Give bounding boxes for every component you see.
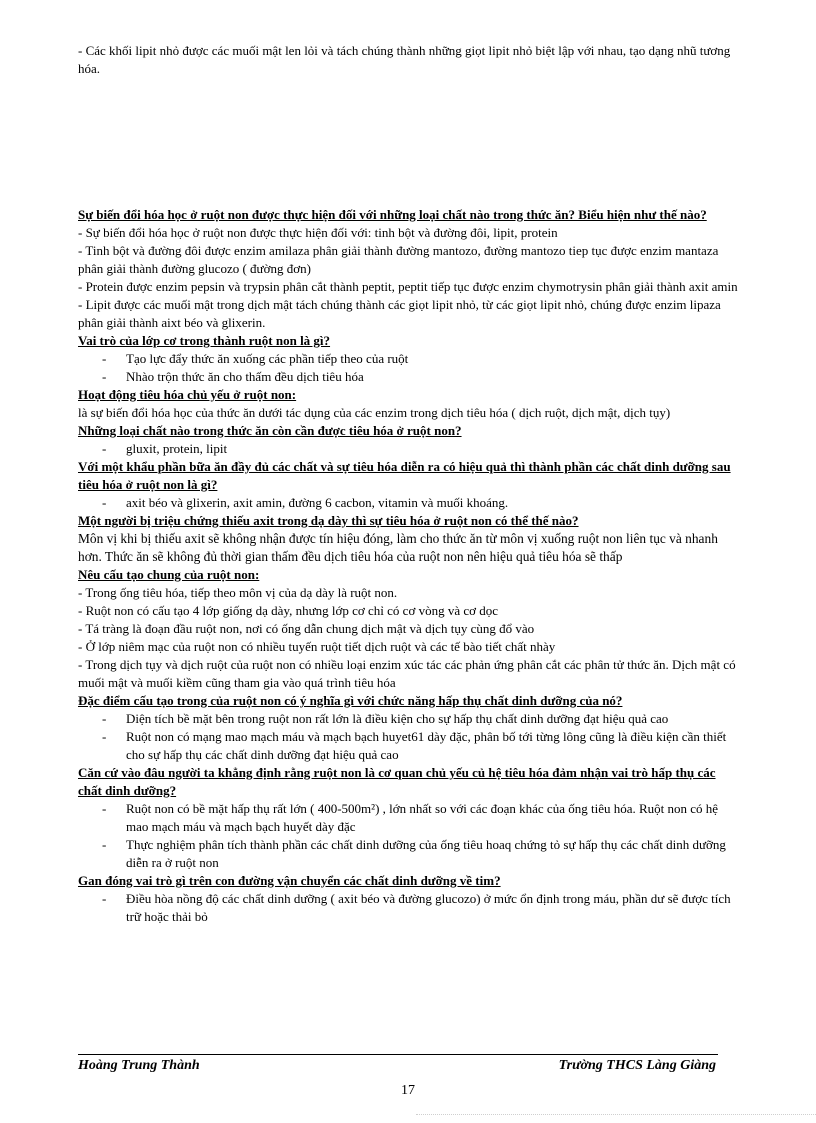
- list-item: - Thực nghiệm phân tích thành phần các chất dinh dưỡng của ống tiêu hoaq chứng tỏ sự hấp thụ các chất dinh dưỡng diễn ra ở ruột non: [78, 836, 738, 872]
- main-content: [78, 206, 738, 926]
- section-absorption-evidence: [78, 764, 738, 872]
- section-substances-to-digest: [78, 422, 738, 458]
- list-item: - Diện tích bề mặt bên trong ruột non rất lớn là điều kiện cho sự hấp thụ chất dinh dưỡng đạt hiệu quả cao: [78, 710, 738, 728]
- page-edge-decoration: [416, 1114, 816, 1123]
- footer-school: Trường THCS Làng Giàng: [558, 1058, 716, 1073]
- list-item: - Tạo lực đẩy thức ăn xuống các phần tiếp theo của ruột: [78, 350, 738, 368]
- list-item: - Ruột non có bề mặt hấp thụ rất lớn ( 400-500m²) , lớn nhất so với các đoạn khác của ống tiêu hóa. Ruột non có hệ mao mạch máu và mạch bạch huyết dày đặc: [78, 800, 738, 836]
- list-item: - Ruột non có mạng mao mạch máu và mạch bạch huyet61 dày đặc, phân bố tới từng lông cũng là điều kiện cần thiết cho sự hấp thụ các chất dinh dưỡng đạt hiệu quả cao: [78, 728, 738, 764]
- body-line: - Trong dịch tụy và dịch ruột của ruột non có nhiều loại enzim xúc tác các phản ứng phân cắt các phân tử thức ăn. Dịch mật có muối mật và muối kiềm cũng tham gia vào quá trình tiêu hóa: [78, 657, 736, 690]
- section-heading: Căn cứ vào đâu người ta khẳng định rằng ruột non là cơ quan chủ yếu củ hệ tiêu hóa đảm nhận vai trò hấp thụ các chất dinh dưỡng?: [78, 765, 716, 798]
- body-line: - Ở lớp niêm mạc của ruột non có nhiều tuyến ruột tiết dịch ruột và các tế bào tiết chất nhày: [78, 639, 556, 654]
- section-heading: Vai trò của lớp cơ trong thành ruột non là gì?: [78, 333, 331, 348]
- list-item: - gluxit, protein, lipit: [78, 440, 738, 458]
- body-line: - Tinh bột và đường đôi được enzim amilaza phân giải thành đường mantozo, đường mantozo tiep tục được enzim mantaza phân giải thành đường glucozo ( đường đơn): [78, 243, 719, 276]
- body-line: - Ruột non có cấu tạo 4 lớp giống dạ dày, nhưng lớp cơ chỉ có cơ vòng và cơ dọc: [78, 603, 499, 618]
- list-item: - axit béo và glixerin, axit amin, đường 6 cacbon, vitamin và muối khoáng.: [78, 494, 738, 512]
- body-line: - Protein được enzim pepsin và trypsin phân cắt thành peptit, peptit tiếp tục được enzim chymotrysin phân giải thành axit amin: [78, 279, 738, 294]
- bullet-list: [78, 710, 738, 764]
- section-main-digestion-activity: [78, 386, 738, 422]
- section-acid-deficiency: [78, 512, 738, 566]
- section-chemical-transformation: [78, 206, 738, 332]
- bullet-list: [78, 494, 738, 512]
- section-liver-role: [78, 872, 738, 926]
- section-heading: Nêu cấu tạo chung của ruột non:: [78, 567, 260, 582]
- body-line: Môn vị khi bị thiếu axit sẽ không nhận được tín hiệu đóng, làm cho thức ăn từ môn vị xuống ruột non liên tục và nhanh hơn. Thức ăn sẽ không đủ thời gian thấm đều dịch tiêu hóa của ruột non nên hiệu quả tiêu hóa sẽ thấp: [78, 531, 718, 564]
- section-heading: Sự biến đổi hóa học ở ruột non được thực hiện đối với những loại chất nào trong thức ăn? Biểu hiện như thế nào?: [78, 207, 707, 222]
- bullet-list: [78, 350, 738, 386]
- section-muscle-layer-role: [78, 332, 738, 386]
- section-heading: Đặc điểm cấu tạo trong của ruột non có ý nghĩa gì với chức năng hấp thụ chất dinh dưỡng của nó?: [78, 693, 623, 708]
- section-small-intestine-structure: [78, 566, 738, 692]
- intro-paragraph: [78, 42, 738, 78]
- list-item: - Điều hòa nồng độ các chất dinh dưỡng ( axit béo và đường glucozo) ở mức ổn định trong máu, phần dư sẽ được tích trữ hoặc thải bỏ: [78, 890, 738, 926]
- section-heading: Những loại chất nào trong thức ăn còn cần được tiêu hóa ở ruột non?: [78, 423, 462, 438]
- body-line: là sự biến đổi hóa học của thức ăn dưới tác dụng của các enzim trong dịch tiêu hóa ( dịch ruột, dịch mật, dịch tụy): [78, 405, 671, 420]
- body-line: - Lipit được các muối mật trong dịch mật tách chúng thành các giọt lipit nhỏ, từ các giọt lipit nhỏ, chúng được enzim lipaza phân giải thành aixt béo và glixerin.: [78, 297, 721, 330]
- list-item: - Nhào trộn thức ăn cho thấm đều dịch tiêu hóa: [78, 368, 738, 386]
- footer-author: Hoàng Trung Thành: [78, 1058, 200, 1073]
- section-inner-structure-meaning: [78, 692, 738, 764]
- footer-rule: [78, 1054, 718, 1055]
- section-heading: Một người bị triệu chứng thiếu axit trong dạ dày thì sự tiêu hóa ở ruột non có thể thế nào?: [78, 513, 579, 528]
- bullet-list: [78, 800, 738, 872]
- body-line: - Sự biến đổi hóa học ở ruột non được thực hiện đối với: tinh bột và đường đôi, lipit, protein: [78, 225, 558, 240]
- section-heading: Với một khẩu phần bữa ăn đầy đủ các chất và sự tiêu hóa diễn ra có hiệu quả thì thành phần các chất dinh dưỡng sau tiêu hóa ở ruột non là gì?: [78, 459, 731, 492]
- body-line: - Trong ống tiêu hóa, tiếp theo môn vị của dạ dày là ruột non.: [78, 585, 398, 600]
- section-heading: Hoạt động tiêu hóa chủ yếu ở ruột non:: [78, 387, 297, 402]
- bullet-list: [78, 890, 738, 926]
- page-number: 17: [401, 1083, 415, 1098]
- section-heading: Gan đóng vai trò gì trên con đường vận chuyển các chất dinh dưỡng về tim?: [78, 873, 501, 888]
- intro-text: - Các khối lipit nhỏ được các muối mật len lỏi và tách chúng thành những giọt lipit nhỏ biệt lập với nhau, tạo dạng nhũ tương hóa.: [78, 43, 731, 76]
- section-nutrients-after-digestion: [78, 458, 738, 512]
- bullet-list: [78, 440, 738, 458]
- body-line: - Tá tràng là đoạn đầu ruột non, nơi có ống dẫn chung dịch mật và dịch tụy cùng đổ vào: [78, 621, 535, 636]
